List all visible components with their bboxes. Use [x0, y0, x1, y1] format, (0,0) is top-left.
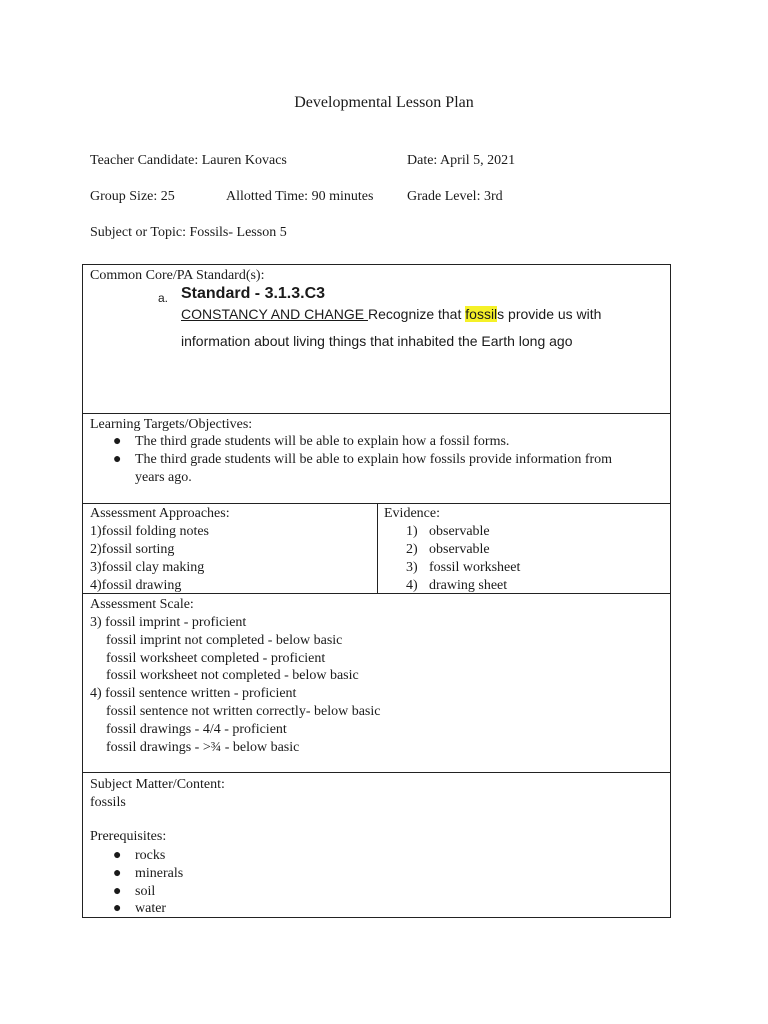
- scale-line: 4) fossil sentence written - proficient: [90, 686, 297, 701]
- prerequisite-text: rocks: [135, 848, 166, 863]
- scale-line: fossil drawings - >¾ - below basic: [106, 740, 300, 755]
- lesson-date: Date: April 5, 2021: [407, 153, 516, 168]
- objective-continuation: years ago.: [135, 470, 192, 485]
- evidence-number: 2): [406, 542, 418, 557]
- teacher-candidate: Teacher Candidate: Lauren Kovacs: [90, 153, 287, 168]
- allotted-time: Allotted Time: 90 minutes: [226, 189, 374, 204]
- scale-line: fossil worksheet completed - proficient: [106, 651, 326, 666]
- evidence-label: Evidence:: [384, 506, 440, 521]
- scale-line: fossil drawings - 4/4 - proficient: [106, 722, 287, 737]
- prerequisite-item: [113, 847, 165, 865]
- group-size: Group Size: 25: [90, 189, 175, 204]
- assessment-scale-label: Assessment Scale:: [90, 597, 194, 612]
- assessment-item: 3)fossil clay making: [90, 560, 205, 575]
- standard-description: [181, 305, 601, 323]
- objectives-label: Learning Targets/Objectives:: [90, 417, 253, 432]
- scale-line: fossil imprint not completed - below basic: [106, 633, 343, 648]
- subject-matter-label: Subject Matter/Content:: [90, 777, 225, 792]
- evidence-item: drawing sheet: [429, 578, 508, 593]
- highlighted-word: fossil: [465, 306, 498, 322]
- bullet-icon: ●: [113, 884, 122, 899]
- evidence-item: fossil worksheet: [429, 560, 521, 575]
- prerequisite-text: soil: [135, 884, 156, 899]
- standard-heading: Standard - 3.1.3.C3: [181, 285, 326, 302]
- standard-description-line2: information about living things that inhabited the Earth long ago: [181, 333, 573, 349]
- bullet-icon: ●: [113, 452, 122, 467]
- assessment-item: 4)fossil drawing: [90, 578, 182, 593]
- subject-topic: Subject or Topic: Fossils- Lesson 5: [90, 225, 287, 240]
- bullet-icon: ●: [113, 434, 122, 449]
- evidence-item: observable: [429, 542, 490, 557]
- list-marker: a.: [158, 291, 169, 305]
- standard-text-pre: Recognize that: [367, 306, 466, 322]
- standards-label: Common Core/PA Standard(s):: [90, 268, 265, 283]
- scale-line: fossil sentence not written correctly- below basic: [106, 704, 381, 719]
- bullet-icon: ●: [113, 866, 122, 881]
- scale-line: 3) fossil imprint - proficient: [90, 615, 247, 630]
- prerequisite-item: [113, 900, 166, 918]
- prerequisites-label: Prerequisites:: [90, 829, 167, 844]
- prerequisite-item: [113, 865, 183, 883]
- strand-name: CONSTANCY AND CHANGE: [181, 306, 368, 322]
- evidence-number: 3): [406, 560, 418, 575]
- grade-level: Grade Level: 3rd: [407, 189, 503, 204]
- subject-matter-value: fossils: [90, 795, 126, 810]
- evidence-item: observable: [429, 524, 490, 539]
- prerequisite-text: minerals: [135, 866, 184, 881]
- assessment-label: Assessment Approaches:: [90, 506, 230, 521]
- prerequisite-item: [113, 883, 155, 901]
- document-title: Developmental Lesson Plan: [294, 94, 474, 111]
- objective-item: [113, 451, 612, 469]
- standard-text-post: s provide us with: [497, 306, 602, 322]
- scale-line: fossil worksheet not completed - below basic: [106, 668, 359, 683]
- objective-text: The third grade students will be able to explain how a fossil forms.: [135, 434, 510, 449]
- objective-item: [113, 433, 509, 451]
- prerequisite-text: water: [135, 901, 167, 916]
- evidence-number: 4): [406, 578, 418, 593]
- bullet-icon: ●: [113, 901, 122, 916]
- assessment-item: 2)fossil sorting: [90, 542, 175, 557]
- objective-text: The third grade students will be able to explain how fossils provide information from: [135, 452, 613, 467]
- evidence-number: 1): [406, 524, 418, 539]
- bullet-icon: ●: [113, 848, 122, 863]
- assessment-item: 1)fossil folding notes: [90, 524, 209, 539]
